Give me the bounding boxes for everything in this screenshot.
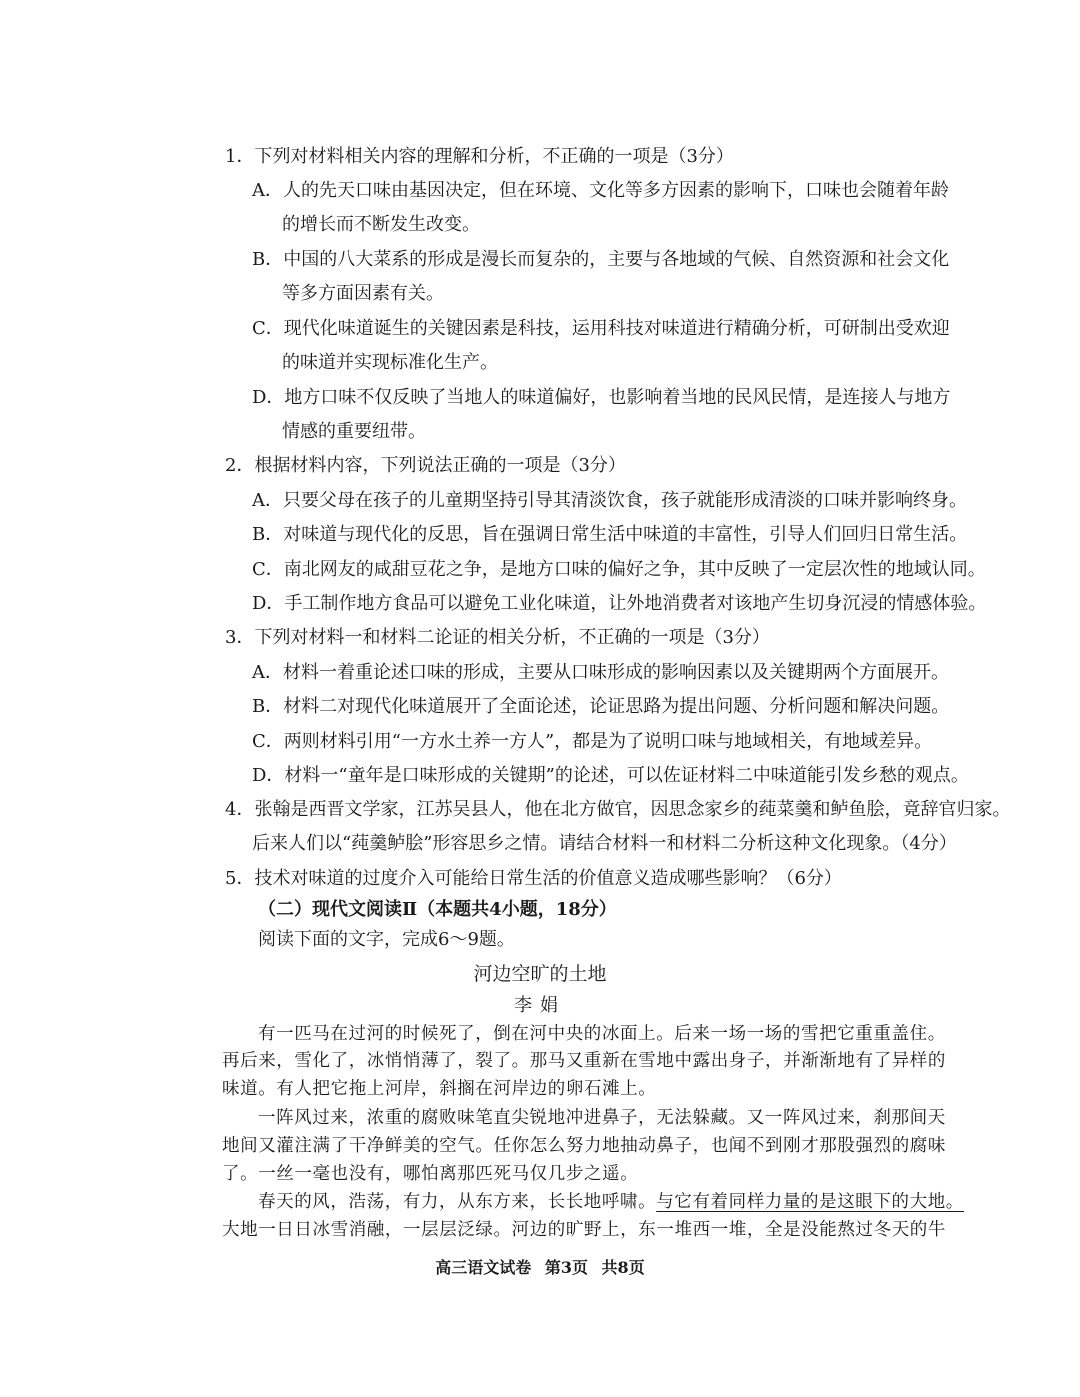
passage-title: 河边空旷的土地 — [473, 963, 607, 985]
question-2-option-d: D．手工制作地方食品可以避免工业化味道，让外地消费者对该地产生切身沉浸的情感体验。 — [252, 593, 987, 614]
question-4-stem-cont: 后来人们以“莼羹鲈脍”形容思乡之情。请结合材料一和材料二分析这种文化现象。（4分） — [252, 833, 957, 854]
passage-underlined-sentence: 与它有着同样力量的是这眼下的大地。 — [656, 1192, 964, 1212]
passage-author: 李娟 — [514, 995, 566, 1016]
question-1-option-b: B．中国的八大菜系的形成是漫长而复杂的，主要与各地域的气候、自然资源和社会文化 — [252, 249, 950, 270]
question-3-option-d: D．材料一“童年是口味形成的关键期”的论述，可以佐证材料二中味道能引发乡愁的观点。 — [252, 765, 969, 786]
question-3-stem: 3．下列对材料一和材料二论证的相关分析，不正确的一项是（3分） — [225, 627, 770, 648]
passage-paragraph-3-line-1 — [258, 1189, 964, 1215]
question-1-stem: 1．下列对材料相关内容的理解和分析，不正确的一项是（3分） — [225, 146, 734, 167]
question-1-option-c: C．现代化味道诞生的关键因素是科技，运用科技对味道进行精确分析，可研制出受欢迎 — [252, 318, 950, 339]
passage-paragraph-1-line-1: 有一匹马在过河的时候死了，倒在河中央的冰面上。后来一场一场的雪把它重重盖住。 — [258, 1024, 946, 1044]
question-3-option-a: A．材料一着重论述口味的形成，主要从口味形成的影响因素以及关键期两个方面展开。 — [252, 662, 949, 683]
question-2-option-c: C．南北网友的咸甜豆花之争，是地方口味的偏好之争，其中反映了一定层次性的地域认同。 — [252, 559, 986, 580]
question-1-option-c-cont: 的味道并实现标准化生产。 — [282, 352, 498, 373]
question-1-option-a: A．人的先天口味由基因决定，但在环境、文化等多方因素的影响下，口味也会随着年龄 — [252, 180, 949, 201]
question-3-option-c: C．两则材料引用“一方水土养一方人”，都是为了说明口味与地域相关，有地域差异。 — [252, 731, 933, 752]
passage-paragraph-3-text: 春天的风，浩荡，有力，从东方来，长长地呼啸。 — [258, 1192, 657, 1212]
question-3-option-b: B．材料二对现代化味道展开了全面论述，论证思路为提出问题、分析问题和解决问题。 — [252, 696, 950, 717]
passage-paragraph-2-line-1: 一阵风过来，浓重的腐败味笔直尖锐地冲进鼻子，无法躲藏。又一阵风过来，刹那间天 — [258, 1108, 946, 1128]
question-2-stem: 2．根据材料内容，下列说法正确的一项是（3分） — [225, 455, 626, 476]
passage-paragraph-2-line-2: 地间又灌注满了干净鲜美的空气。任你怎么努力地抽动鼻子，也闻不到刚才那股强烈的腐味 — [222, 1136, 946, 1156]
section-heading: （二）现代文阅读Ⅱ（本题共4小题，18分） — [258, 899, 617, 920]
question-2-option-a: A．只要父母在孩子的儿童期坚持引导其清淡饮食，孩子就能形成清淡的口味并影响终身。 — [252, 490, 967, 511]
section-intro: 阅读下面的文字，完成6～9题。 — [258, 929, 515, 950]
question-2-option-b: B．对味道与现代化的反思，旨在强调日常生活中味道的丰富性，引导人们回归日常生活。 — [252, 524, 968, 545]
passage-paragraph-1-line-3: 味道。有人把它拖上河岸，斜搁在河岸边的卵石滩上。 — [222, 1079, 657, 1099]
passage-paragraph-2-line-3: 了。一丝一毫也没有，哪怕离那匹死马仅几步之遥。 — [222, 1164, 639, 1184]
question-4-stem: 4．张翰是西晋文学家，江苏吴县人，他在北方做官，因思念家乡的莼菜羹和鲈鱼脍，竟辞官归家。 — [225, 799, 1011, 820]
question-1-option-b-cont: 等多方面因素有关。 — [282, 283, 444, 304]
question-1-option-a-cont: 的增长而不断发生改变。 — [282, 214, 480, 235]
passage-paragraph-1-line-2: 再后来，雪化了，冰悄悄薄了，裂了。那马又重新在雪地中露出身子，并渐渐地有了异样的 — [222, 1051, 946, 1071]
question-1-option-d: D．地方口味不仅反映了当地人的味道偏好，也影响着当地的民风民情，是连接人与地方 — [252, 387, 951, 408]
page-footer: 高三语文试卷 第3页 共8页 — [435, 1258, 645, 1277]
question-1-option-d-cont: 情感的重要纽带。 — [282, 421, 426, 442]
question-5-stem: 5．技术对味道的过度介入可能给日常生活的价值意义造成哪些影响？（6分） — [225, 868, 842, 889]
passage-paragraph-3-line-2: 大地一日日冰雪消融，一层层泛绿。河边的旷野上，东一堆西一堆，全是没能熬过冬天的牛 — [222, 1220, 946, 1240]
